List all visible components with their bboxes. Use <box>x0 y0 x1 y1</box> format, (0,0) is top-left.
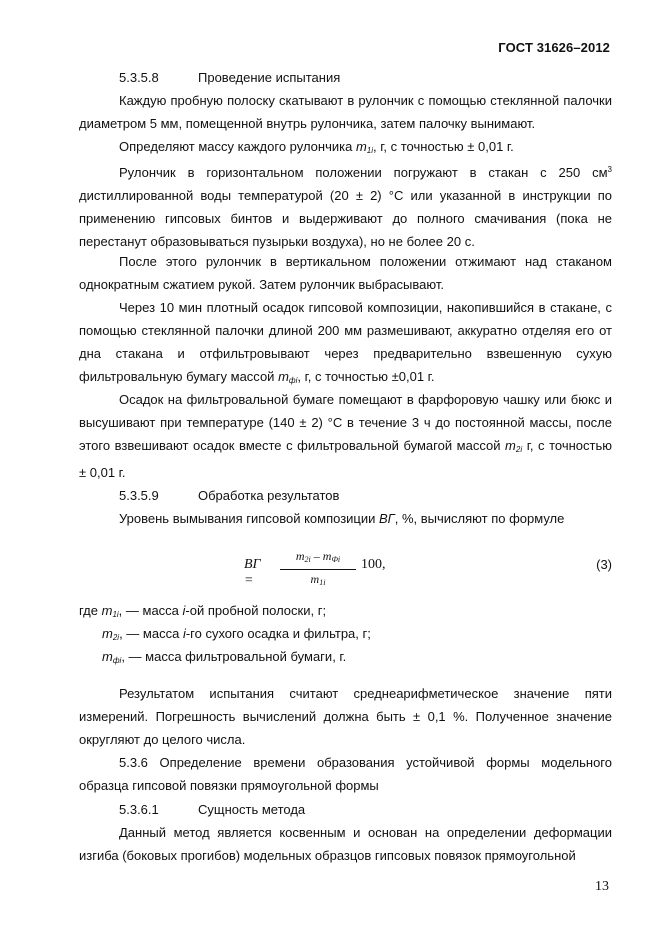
legend-line-2: $m_{2i}$, — масса i-го сухого осадка и фильтра, г; <box>102 626 371 642</box>
fraction-bar <box>280 569 356 570</box>
legend-line-3: $m_{фi}$, — масса фильтровальной бумаги, г. <box>102 649 347 665</box>
equation-number: (3) <box>596 557 612 572</box>
paragraph: Каждую пробную полоску скатывают в рулончик с помощью стеклянной палочки диаметром 5 мм, помещенной внутрь рулончика, затем палочку вынимают. <box>79 93 612 131</box>
section-title: Проведение испытания <box>198 70 341 85</box>
paragraph: Определяют массу каждого рулончика $m_{1i}$, г, с точностью ± 0,01 г. <box>119 139 514 155</box>
paragraph: Уровень вымывания гипсовой композиции ВГ, %, вычисляют по формуле <box>119 511 565 526</box>
section-number: 5.3.6.1 <box>119 802 159 817</box>
formula-tail: 100, <box>361 557 386 572</box>
paragraph: Осадок на фильтровальной бумаге помещают в фарфоровую чашку или бюкс и высушивают при температуре (140 ± 2) °С в течение 3 ч до постоянной массы, после этого взвешивают осадок вместе с фильтровальной бумагой массой $m_{2i}$ г, с точностью ± 0,01 г. <box>79 392 613 480</box>
formula-block <box>79 548 612 586</box>
paragraph: 5.3.6 Определение времени образования устойчивой формы модельного образца гипсовой повязки прямоугольной формы <box>79 755 612 793</box>
formula-numerator: $m_{2i} - m_{Фi}$ <box>295 549 341 564</box>
paragraph: Через 10 мин плотный осадок гипсовой композиции, накопившийся в стакане, с помощью стеклянной палочки длиной 200 мм размешивают, аккуратно отделяя его от дна стакана и отфильтровывают через предварительно взвешенную сухую фильтровальную бумагу массой $m_{фi}$, г, с точностью ±0,01 г. <box>79 300 612 385</box>
formula-fraction <box>280 548 356 591</box>
paragraph: Результатом испытания считают среднеарифметическое значение пяти измерений. Погрешность вычислений должна быть ± 0,1 %. Полученное значение округляют до целого числа. <box>79 686 612 747</box>
section-number: 5.3.5.8 <box>119 70 159 85</box>
formula-denominator: $m_{1i}$ <box>310 572 326 587</box>
document-code: ГОСТ 31626–2012 <box>498 40 610 55</box>
section-number: 5.3.5.9 <box>119 488 159 503</box>
legend-line-1: где $m_{1i}$, — масса i-ой пробной полоски, г; <box>79 603 327 619</box>
paragraph: Данный метод является косвенным и основан на определении деформации изгиба (боковых прогибов) модельных образцов гипсовых повязок прямоугольной <box>79 825 612 863</box>
section-heading-5359 <box>119 488 339 504</box>
section-title: Обработка результатов <box>198 488 340 503</box>
formula-lhs: ВГ = <box>244 557 261 588</box>
paragraph: Рулончик в горизонтальном положении погружают в стакан с 250 $см^3$ дистиллированной воды температурой (20 ± 2) °С или указанной в инструкции по применению гипсовых бинтов и выдерживают до полного смачивания (пока не перестанут образовываться пузырьки воздуха), но не более 20 с. <box>79 165 612 249</box>
section-heading-5361 <box>119 802 305 818</box>
paragraph: После этого рулончик в вертикальном положении отжимают над стаканом однократным сжатием рукой. Затем рулончик выбрасывают. <box>79 254 612 292</box>
page-number: 13 <box>595 879 609 894</box>
section-heading-5358 <box>119 70 340 86</box>
section-title: Сущность метода <box>198 802 306 817</box>
